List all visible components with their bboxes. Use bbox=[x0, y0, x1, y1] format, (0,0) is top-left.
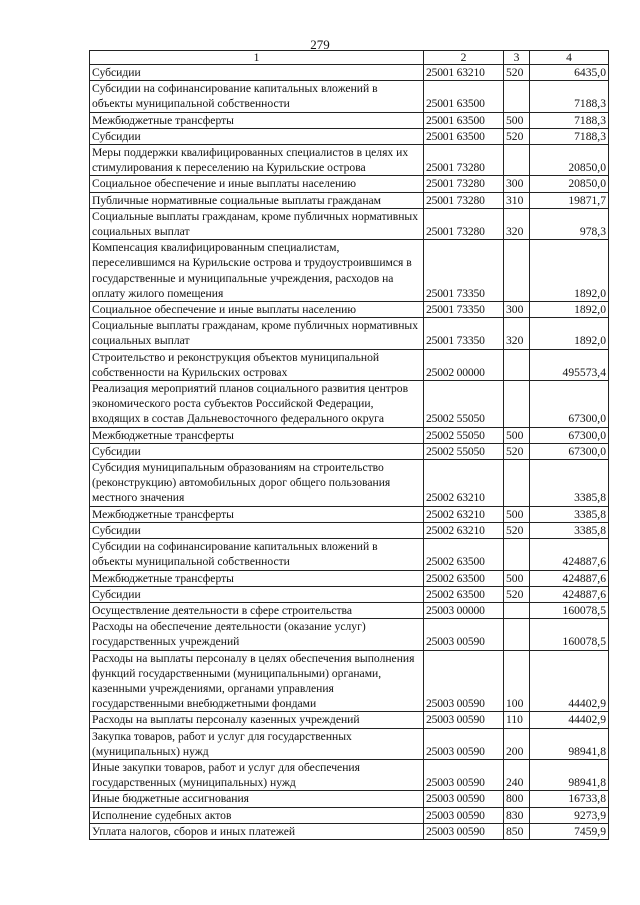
row-code: 25001 63500 bbox=[424, 128, 504, 144]
header-row bbox=[90, 51, 609, 65]
row-amount: 424887,6 bbox=[530, 586, 609, 602]
table-row bbox=[90, 586, 609, 602]
header-col-3: 3 bbox=[504, 51, 530, 65]
row-name: Меры поддержки квалифицированных специалистов в целях их стимулирования к переселению на Курильские острова bbox=[90, 145, 424, 176]
row-expense-type bbox=[504, 81, 530, 112]
row-code: 25003 00590 bbox=[424, 619, 504, 650]
table-row bbox=[90, 176, 609, 192]
row-amount: 6435,0 bbox=[530, 65, 609, 81]
row-expense-type: 300 bbox=[504, 302, 530, 318]
row-code: 25003 00590 bbox=[424, 759, 504, 790]
row-name: Субсидия муниципальным образованиям на строительство (реконструкцию) автомобильных дорог общего пользования местного значения bbox=[90, 460, 424, 507]
row-code: 25001 63500 bbox=[424, 81, 504, 112]
row-expense-type: 110 bbox=[504, 712, 530, 728]
row-code: 25001 73280 bbox=[424, 192, 504, 208]
row-name: Иные закупки товаров, работ и услуг для обеспечения государственных (муниципальных) нужд bbox=[90, 759, 424, 790]
row-expense-type: 830 bbox=[504, 807, 530, 823]
row-amount: 1892,0 bbox=[530, 318, 609, 349]
row-name: Расходы на выплаты персоналу в целях обеспечения выполнения функций государственными (муниципальными) органами, казенными учреждениями, органами управления государственными внебюджетными фондами bbox=[90, 650, 424, 712]
row-code: 25003 00590 bbox=[424, 791, 504, 807]
row-name: Субсидии bbox=[90, 65, 424, 81]
row-code: 25002 55050 bbox=[424, 443, 504, 459]
row-amount: 44402,9 bbox=[530, 650, 609, 712]
row-amount: 19871,7 bbox=[530, 192, 609, 208]
row-expense-type bbox=[504, 539, 530, 570]
row-name: Межбюджетные трансферты bbox=[90, 506, 424, 522]
header-col-2: 2 bbox=[424, 51, 504, 65]
row-amount: 7459,9 bbox=[530, 823, 609, 839]
table-row bbox=[90, 192, 609, 208]
row-code: 25002 55050 bbox=[424, 381, 504, 428]
row-amount: 67300,0 bbox=[530, 443, 609, 459]
row-name: Уплата налогов, сборов и иных платежей bbox=[90, 823, 424, 839]
row-name: Расходы на выплаты персоналу казенных учреждений bbox=[90, 712, 424, 728]
row-expense-type bbox=[504, 240, 530, 302]
row-code: 25002 63500 bbox=[424, 586, 504, 602]
row-name: Субсидии bbox=[90, 522, 424, 538]
row-expense-type: 200 bbox=[504, 728, 530, 759]
row-code: 25001 63210 bbox=[424, 65, 504, 81]
row-expense-type: 520 bbox=[504, 65, 530, 81]
table-row bbox=[90, 427, 609, 443]
row-amount: 978,3 bbox=[530, 208, 609, 239]
table-row bbox=[90, 381, 609, 428]
row-name: Расходы на обеспечение деятельности (оказание услуг) государственных учреждений bbox=[90, 619, 424, 650]
row-code: 25001 73350 bbox=[424, 318, 504, 349]
row-expense-type: 310 bbox=[504, 192, 530, 208]
table-row bbox=[90, 619, 609, 650]
row-name: Субсидии на софинансирование капитальных вложений в объекты муниципальной собственности bbox=[90, 81, 424, 112]
row-name: Субсидии bbox=[90, 586, 424, 602]
row-expense-type: 500 bbox=[504, 570, 530, 586]
row-code: 25003 00000 bbox=[424, 602, 504, 618]
row-amount: 495573,4 bbox=[530, 349, 609, 380]
row-code: 25003 00590 bbox=[424, 650, 504, 712]
row-name: Реализация мероприятий планов социального развития центров экономического роста субъектов Российской Федерации, входящих в состав Дальневосточного федерального округа bbox=[90, 381, 424, 428]
table-row bbox=[90, 112, 609, 128]
row-code: 25003 00590 bbox=[424, 807, 504, 823]
row-amount: 3385,8 bbox=[530, 506, 609, 522]
row-amount: 160078,5 bbox=[530, 602, 609, 618]
row-expense-type bbox=[504, 619, 530, 650]
row-expense-type: 500 bbox=[504, 427, 530, 443]
row-code: 25001 73280 bbox=[424, 145, 504, 176]
table-row bbox=[90, 443, 609, 459]
row-expense-type bbox=[504, 349, 530, 380]
table-row bbox=[90, 65, 609, 81]
table-row bbox=[90, 823, 609, 839]
row-amount: 44402,9 bbox=[530, 712, 609, 728]
row-expense-type: 300 bbox=[504, 176, 530, 192]
row-amount: 424887,6 bbox=[530, 539, 609, 570]
row-name: Осуществление деятельности в сфере строительства bbox=[90, 602, 424, 618]
row-amount: 20850,0 bbox=[530, 176, 609, 192]
row-code: 25001 73280 bbox=[424, 208, 504, 239]
table-row bbox=[90, 570, 609, 586]
table-row bbox=[90, 460, 609, 507]
table-row bbox=[90, 728, 609, 759]
table-row bbox=[90, 349, 609, 380]
row-expense-type: 850 bbox=[504, 823, 530, 839]
table-row bbox=[90, 318, 609, 349]
row-code: 25002 63210 bbox=[424, 522, 504, 538]
row-expense-type: 520 bbox=[504, 586, 530, 602]
row-name: Компенсация квалифицированным специалистам, переселившимся на Курильские острова и трудоустроившимся в государственные и муниципальные учреждения, расходов на оплату жилого помещения bbox=[90, 240, 424, 302]
row-code: 25002 55050 bbox=[424, 427, 504, 443]
row-code: 25001 73350 bbox=[424, 240, 504, 302]
row-expense-type bbox=[504, 602, 530, 618]
row-name: Иные бюджетные ассигнования bbox=[90, 791, 424, 807]
table-row bbox=[90, 522, 609, 538]
table-row bbox=[90, 506, 609, 522]
row-name: Социальные выплаты гражданам, кроме публичных нормативных социальных выплат bbox=[90, 318, 424, 349]
table-row bbox=[90, 759, 609, 790]
table-row bbox=[90, 807, 609, 823]
row-amount: 3385,8 bbox=[530, 460, 609, 507]
table-row bbox=[90, 712, 609, 728]
row-name: Закупка товаров, работ и услуг для государственных (муниципальных) нужд bbox=[90, 728, 424, 759]
row-expense-type: 520 bbox=[504, 443, 530, 459]
row-name: Межбюджетные трансферты bbox=[90, 570, 424, 586]
row-amount: 7188,3 bbox=[530, 112, 609, 128]
row-name: Социальное обеспечение и иные выплаты населению bbox=[90, 176, 424, 192]
row-amount: 424887,6 bbox=[530, 570, 609, 586]
table-row bbox=[90, 145, 609, 176]
table-row bbox=[90, 302, 609, 318]
row-expense-type: 800 bbox=[504, 791, 530, 807]
row-expense-type: 240 bbox=[504, 759, 530, 790]
row-name: Субсидии bbox=[90, 443, 424, 459]
row-amount: 7188,3 bbox=[530, 81, 609, 112]
row-code: 25003 00590 bbox=[424, 712, 504, 728]
row-code: 25002 63500 bbox=[424, 539, 504, 570]
row-expense-type: 500 bbox=[504, 506, 530, 522]
row-amount: 98941,8 bbox=[530, 759, 609, 790]
header-col-4: 4 bbox=[530, 51, 609, 65]
row-amount: 20850,0 bbox=[530, 145, 609, 176]
row-code: 25002 63210 bbox=[424, 460, 504, 507]
row-code: 25002 63210 bbox=[424, 506, 504, 522]
row-amount: 3385,8 bbox=[530, 522, 609, 538]
row-expense-type: 100 bbox=[504, 650, 530, 712]
row-code: 25002 00000 bbox=[424, 349, 504, 380]
table-row bbox=[90, 208, 609, 239]
row-name: Социальные выплаты гражданам, кроме публичных нормативных социальных выплат bbox=[90, 208, 424, 239]
row-code: 25001 63500 bbox=[424, 112, 504, 128]
row-name: Межбюджетные трансферты bbox=[90, 427, 424, 443]
row-name: Социальное обеспечение и иные выплаты населению bbox=[90, 302, 424, 318]
row-expense-type bbox=[504, 460, 530, 507]
row-amount: 16733,8 bbox=[530, 791, 609, 807]
row-amount: 1892,0 bbox=[530, 240, 609, 302]
row-amount: 160078,5 bbox=[530, 619, 609, 650]
row-expense-type: 320 bbox=[504, 318, 530, 349]
row-name: Межбюджетные трансферты bbox=[90, 112, 424, 128]
table-row bbox=[90, 240, 609, 302]
row-amount: 7188,3 bbox=[530, 128, 609, 144]
row-name: Публичные нормативные социальные выплаты гражданам bbox=[90, 192, 424, 208]
row-amount: 67300,0 bbox=[530, 381, 609, 428]
row-expense-type bbox=[504, 145, 530, 176]
row-name: Субсидии bbox=[90, 128, 424, 144]
row-code: 25003 00590 bbox=[424, 823, 504, 839]
table-row bbox=[90, 539, 609, 570]
row-expense-type: 520 bbox=[504, 522, 530, 538]
row-code: 25002 63500 bbox=[424, 570, 504, 586]
row-code: 25001 73280 bbox=[424, 176, 504, 192]
row-amount: 9273,9 bbox=[530, 807, 609, 823]
row-amount: 67300,0 bbox=[530, 427, 609, 443]
table-row bbox=[90, 81, 609, 112]
row-amount: 98941,8 bbox=[530, 728, 609, 759]
budget-table bbox=[89, 50, 609, 840]
header-col-1: 1 bbox=[90, 51, 424, 65]
row-name: Исполнение судебных актов bbox=[90, 807, 424, 823]
page-number: 279 bbox=[310, 37, 330, 52]
row-name: Субсидии на софинансирование капитальных вложений в объекты муниципальной собственности bbox=[90, 539, 424, 570]
row-code: 25001 73350 bbox=[424, 302, 504, 318]
row-code: 25003 00590 bbox=[424, 728, 504, 759]
table-row bbox=[90, 791, 609, 807]
row-expense-type: 320 bbox=[504, 208, 530, 239]
table-row bbox=[90, 128, 609, 144]
row-amount: 1892,0 bbox=[530, 302, 609, 318]
table-row bbox=[90, 650, 609, 712]
row-expense-type bbox=[504, 381, 530, 428]
row-expense-type: 500 bbox=[504, 112, 530, 128]
row-name: Строительство и реконструкция объектов муниципальной собственности на Курильских островах bbox=[90, 349, 424, 380]
table-row bbox=[90, 602, 609, 618]
row-expense-type: 520 bbox=[504, 128, 530, 144]
